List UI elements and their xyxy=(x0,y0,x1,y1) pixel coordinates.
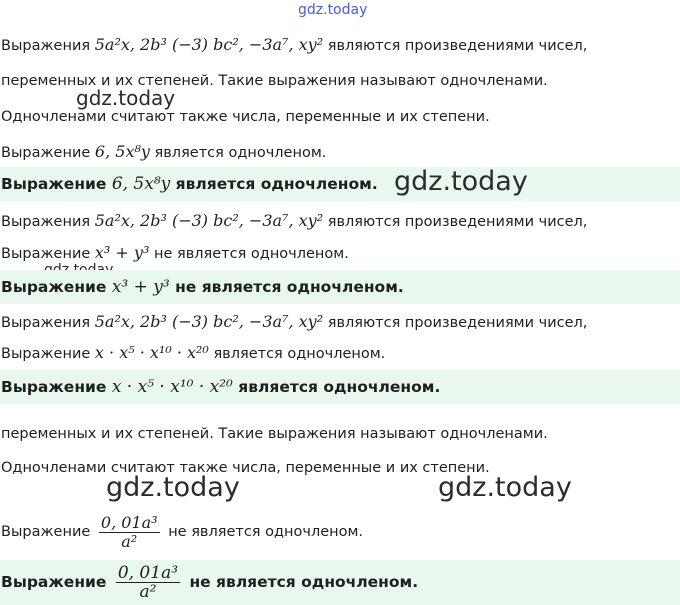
text-line-1 xyxy=(0,34,680,57)
highlight-4-fraction xyxy=(116,564,180,601)
line-10-suffix: является одночленом. xyxy=(213,346,386,362)
line-7-prefix: Выражение xyxy=(1,246,91,262)
line-1-prefix: Выражения xyxy=(1,38,91,54)
text-line-14 xyxy=(0,512,680,554)
highlight-1-prefix: Выражение xyxy=(1,175,107,193)
highlight-4-line xyxy=(0,560,680,604)
highlight-2-suffix: не является одночленом. xyxy=(175,278,404,296)
line-14-suffix: не является одночленом. xyxy=(168,524,364,540)
line-6-math: 5a²x, 2b³ (−3) bc², −3a⁷, xy² xyxy=(94,211,324,230)
line-9-prefix: Выражения xyxy=(1,315,91,331)
line-14-fraction xyxy=(99,514,160,551)
line-6-suffix: являются произведениями чисел, xyxy=(327,214,588,230)
highlight-block-3 xyxy=(0,370,680,404)
watermark-1: gdz.today xyxy=(76,86,176,110)
highlight-block-2 xyxy=(0,270,680,304)
line-10-math: x · x⁵ · x¹⁰ · x²⁰ xyxy=(94,343,209,362)
line-14-prefix: Выражение xyxy=(1,524,91,540)
highlight-2-prefix: Выражение xyxy=(1,278,107,296)
highlight-block-4 xyxy=(0,560,680,605)
highlight-1-suffix: является одночленом. xyxy=(175,175,378,193)
text-line-13: Одночленами считают также числа, переменные и их степени. xyxy=(1,460,490,476)
line-4-prefix: Выражение xyxy=(1,145,91,161)
text-line-12: переменных и их степеней. Такие выражения называют одночленами. xyxy=(1,426,548,442)
highlight-3-suffix: является одночленом. xyxy=(238,378,441,396)
highlight-4-numerator: 0, 01a³ xyxy=(117,563,179,583)
highlight-block-1 xyxy=(0,167,680,201)
watermark-4: gdz.today xyxy=(106,472,240,503)
text-line-2: переменных и их степеней. Такие выражения называют одночленами. xyxy=(1,73,548,89)
line-9-suffix: являются произведениями чисел, xyxy=(327,315,588,331)
line-1-suffix: являются произведениями чисел, xyxy=(327,38,588,54)
highlight-4-prefix: Выражение xyxy=(1,573,107,591)
watermark-2: gdz.today xyxy=(394,166,528,197)
highlight-1-line xyxy=(0,167,680,199)
line-10-prefix: Выражение xyxy=(1,346,91,362)
line-4-math: 6, 5x⁸y xyxy=(94,142,150,161)
line-14-numerator: 0, 01a³ xyxy=(100,512,158,532)
text-line-4 xyxy=(0,141,680,164)
text-line-6 xyxy=(0,210,680,233)
line-1-math: 5a²x, 2b³ (−3) bc², −3a⁷, xy² xyxy=(94,35,324,54)
line-14-denominator: a² xyxy=(121,531,138,551)
highlight-3-prefix: Выражение xyxy=(1,378,107,396)
highlight-4-denominator: a² xyxy=(139,582,157,602)
highlight-1-math: 6, 5x⁸y xyxy=(111,174,171,194)
highlight-2-math: x³ + y³ xyxy=(111,277,170,297)
text-line-10 xyxy=(0,342,680,365)
highlight-3-line xyxy=(0,370,680,402)
text-line-3: Одночленами считают также числа, переменные и их степени. xyxy=(1,109,490,125)
line-6-prefix: Выражения xyxy=(1,214,91,230)
watermark-5: gdz.today xyxy=(438,472,572,503)
line-9-math: 5a²x, 2b³ (−3) bc², −3a⁷, xy² xyxy=(94,312,324,331)
text-line-9 xyxy=(0,311,680,334)
highlight-2-line xyxy=(0,270,680,302)
line-7-math: x³ + y³ xyxy=(94,243,150,262)
line-7-suffix: не является одночленом. xyxy=(153,246,349,262)
highlight-4-suffix: не является одночленом. xyxy=(189,573,419,591)
watermark-top: gdz.today xyxy=(298,2,368,18)
highlight-3-math: x · x⁵ · x¹⁰ · x²⁰ xyxy=(111,377,233,397)
line-4-suffix: является одночленом. xyxy=(154,145,327,161)
